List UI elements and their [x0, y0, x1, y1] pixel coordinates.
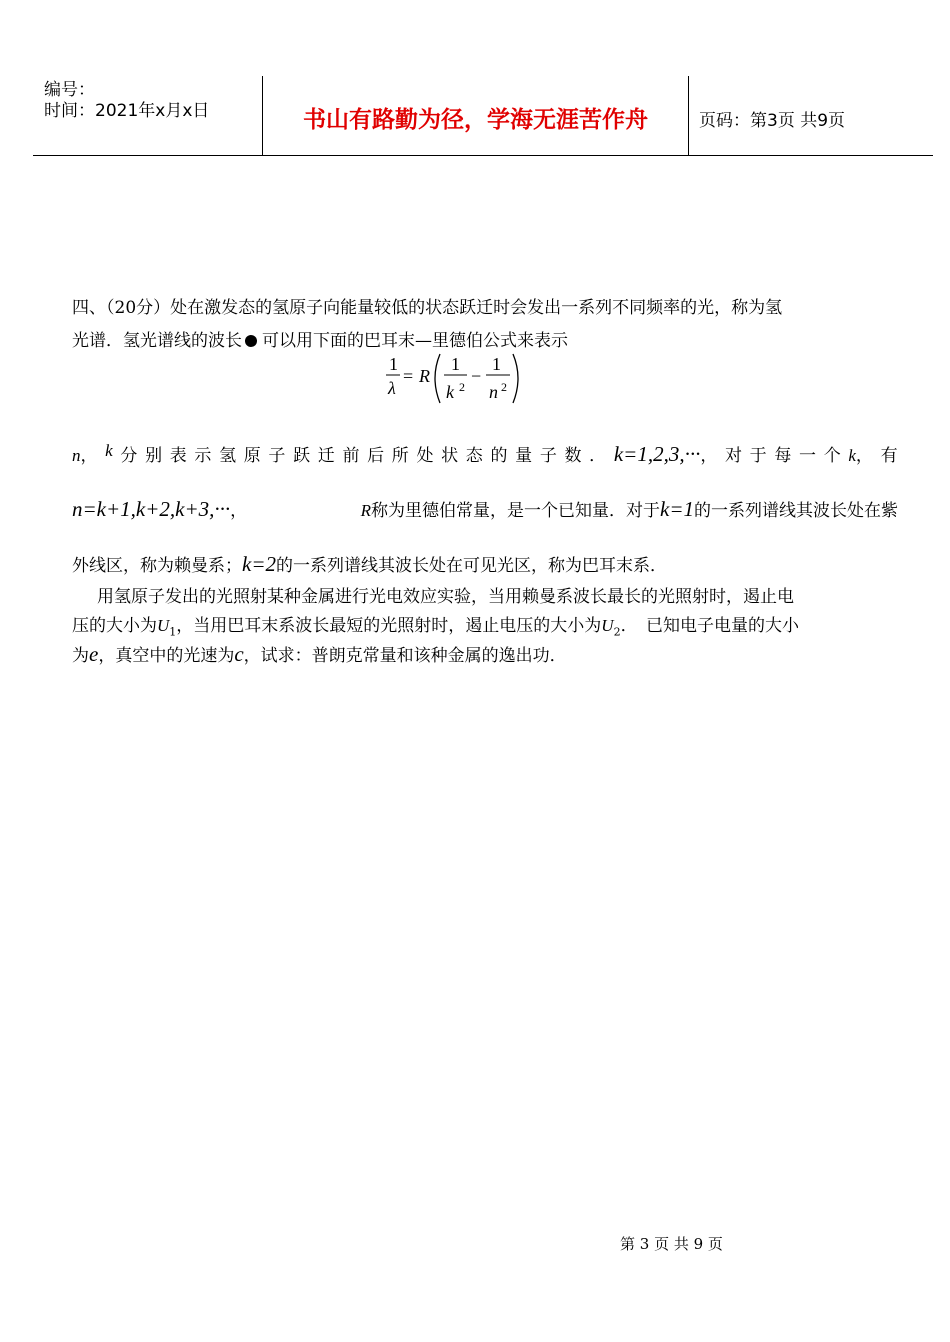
header-meta [44, 80, 209, 122]
lambda-symbol-icon [245, 335, 257, 347]
header-page-info: 页码：第3页 共9页 [699, 111, 846, 131]
formula-left-paren [435, 354, 440, 403]
line3-word: 子 [268, 446, 286, 466]
line7-b: ，当用巴耳末系波长最短的光照射时，遏止电压的大小为 [176, 616, 602, 636]
date-label: 时间：2021年x月x日 [44, 101, 210, 121]
formula-term2-exponent: 2 [501, 380, 507, 394]
line3-word: 态 [465, 446, 483, 466]
k-values: k=1,2,3,··· [613, 442, 701, 466]
var-R: R [360, 501, 371, 520]
line4-comma: ， [230, 501, 248, 521]
line3-end: 有 [880, 446, 898, 466]
line3-word: 量 [515, 446, 533, 466]
n-values: n=k+1,k+2,k+3,··· [72, 497, 231, 521]
line3-word: 子 [539, 446, 557, 466]
problem-line-7 [72, 611, 898, 638]
line3-comma-2: ， [700, 446, 718, 466]
line2-text-before: 光谱．氢光谱线的波长 [72, 331, 242, 351]
line3-word: 所 [391, 446, 409, 466]
line7-a: 压的大小为 [72, 616, 157, 636]
problem-line-6: 用氢原子发出的光照射某种金属进行光电效应实验，当用赖曼系波长最长的光照射时，遏止电 [97, 587, 794, 607]
var-e: e [89, 642, 99, 666]
formula-equals: = [403, 366, 414, 386]
problem-line-5 [72, 551, 898, 577]
formula-term2-numerator: 1 [492, 354, 501, 374]
line3-word: 迁 [317, 446, 335, 466]
formula-lhs-denominator: λ [388, 378, 396, 398]
line3-word: 分 [120, 446, 138, 466]
line3-word: 跃 [293, 446, 311, 466]
var-n: n [72, 446, 81, 465]
var-k: k [105, 441, 113, 460]
formula-R: R [419, 366, 430, 386]
k-equals-1: k=1 [660, 497, 694, 521]
problem-line-3 [72, 441, 898, 467]
header-motto: 书山有路勤为径，学海无涯苦作舟 [303, 107, 648, 133]
k-equals-2: k=2 [242, 552, 276, 576]
line3-word: 表 [169, 446, 187, 466]
line3-comma-3: ， [855, 446, 873, 466]
line2-text-after: 可以用下面的巴耳末—里德伯公式来表示 [262, 331, 568, 351]
var-U2: U [601, 616, 614, 635]
line3-word2: 对 [725, 446, 742, 466]
var-U1: U [157, 616, 170, 635]
number-label: 编号： [44, 80, 95, 100]
formula-minus: − [471, 366, 482, 386]
header-divider-right [688, 76, 689, 155]
var-c: c [234, 642, 244, 666]
line5-end: 的一系列谱线其波长处在可见光区，称为巴耳末系． [276, 556, 667, 576]
var-k-2: k [848, 446, 856, 465]
line3-word: 处 [416, 446, 434, 466]
line3-word: 别 [145, 446, 163, 466]
page-footer: 第 3 页 共 9 页 [620, 1235, 723, 1253]
line4-mid: 称为里德伯常量，是一个已知量．对于 [371, 501, 660, 521]
line3-word: 原 [243, 446, 261, 466]
line3-comma: ， [80, 446, 98, 466]
formula-term1-exponent: 2 [459, 380, 465, 394]
line3-word2: 于 [749, 446, 767, 466]
line3-word: 数 [564, 446, 582, 466]
line3-word2: 一 [799, 446, 817, 466]
formula-term1-k: k [446, 382, 454, 402]
line8-a: 为 [72, 646, 89, 666]
problem-line-4 [72, 496, 898, 522]
subscript-2: 2 [613, 625, 621, 639]
line3-word2: 每 [774, 446, 792, 466]
line8-d: ，试求：普朗克常量和该种金属的逸出功． [243, 646, 567, 666]
problem-line-2 [72, 326, 898, 351]
line3-word: 氢 [219, 446, 237, 466]
line5-start: 外线区，称为赖曼系； [72, 556, 242, 576]
line7-c: ． 已知电子电量的大小 [620, 616, 800, 636]
formula-term2-n: n [489, 382, 498, 402]
line8-b: ，真空中的光速为 [98, 646, 235, 666]
line3-word: 示 [194, 446, 212, 466]
subscript-1: 1 [169, 625, 177, 639]
line3-word: 状 [441, 446, 459, 466]
line3-word: 后 [367, 446, 385, 466]
line3-word2: 个 [823, 446, 841, 466]
balmer-rydberg-formula [385, 351, 525, 409]
page-header [33, 76, 933, 156]
formula-right-paren [513, 354, 518, 403]
problem-line-1: 四、（20分）处在激发态的氢原子向能量较低的状态跃迁时会发出一系列不同频率的光，称为氢 [72, 298, 783, 318]
line4-end: 的一系列谱线其波长处在紫 [694, 501, 898, 521]
line3-word: 的 [490, 446, 508, 466]
problem-line-8 [72, 641, 898, 667]
line3-word: 前 [342, 446, 360, 466]
line3-word: ． [589, 446, 607, 466]
formula-lhs-numerator: 1 [389, 354, 398, 374]
formula-term1-numerator: 1 [451, 354, 460, 374]
